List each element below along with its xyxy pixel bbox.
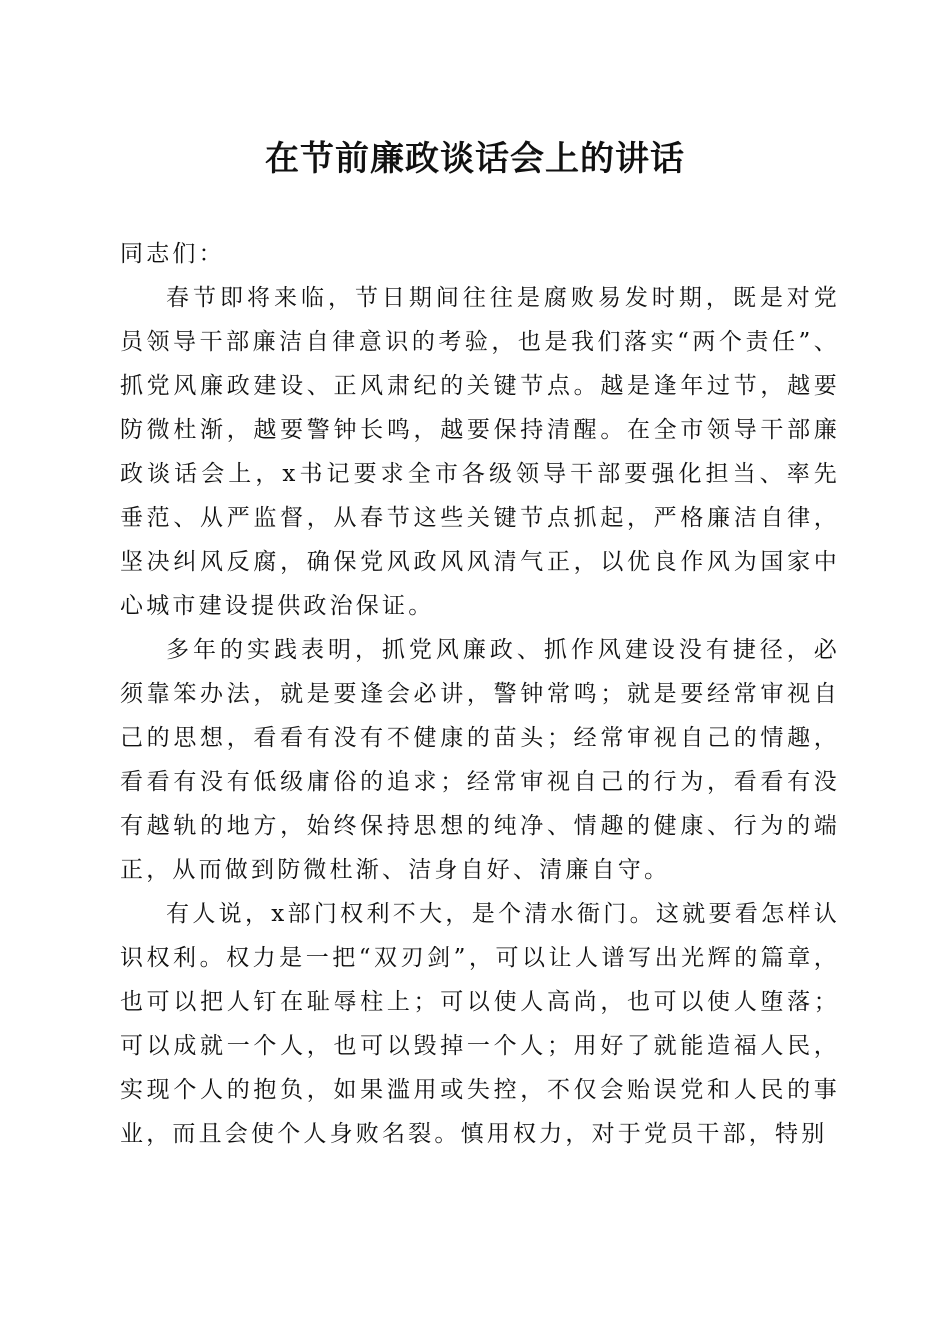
paragraph-2: 多年的实践表明，抓党风廉政、抓作风建设没有捷径，必须靠笨办法，就是要逢会必讲，警钟常鸣；就是要经常审视自己的思想，看看有没有不健康的苗头；经常审视自己的情趣，看看有没有低级庸俗的追求；经常审视自己的行为，看看有没有越轨的地方，始终保持思想的纯净、情趣的健康、行为的端正，从而做到防微杜渐、洁身自好、清廉自守。 [120,637,840,883]
document-body [120,232,840,1156]
paragraph-1: 春节即将来临，节日期间往往是腐败易发时期，既是对党员领导干部廉洁自律意识的考验，也是我们落实“两个责任”、抓党风廉政建设、正风肃纪的关键节点。越是逢年过节，越要防微杜渐，越要警钟长鸣，越要保持清醒。在全市领导干部廉政谈话会上，x书记要求全市各级领导干部要强化担当、率先垂范、从严监督，从春节这些关键节点抓起，严格廉洁自律，坚决纠风反腐，确保党风政风风清气正，以优良作风为国家中心城市建设提供政治保证。 [120,285,840,619]
paragraph-3: 有人说，x部门权利不大，是个清水衙门。这就要看怎样认识权利。权力是一把“双刃剑”，可以让人谱写出光辉的篇章，也可以把人钉在耻辱柱上；可以使人高尚，也可以使人堕落；可以成就一个人，也可以毁掉一个人；用好了就能造福人民，实现个人的抱负，如果滥用或失控，不仅会贻误党和人民的事业，而且会使个人身败名裂。慎用权力，对于党员干部，特别 [120,901,840,1147]
salutation: 同志们： [120,241,225,267]
document-title: 在节前廉政谈话会上的讲话 [265,139,685,179]
